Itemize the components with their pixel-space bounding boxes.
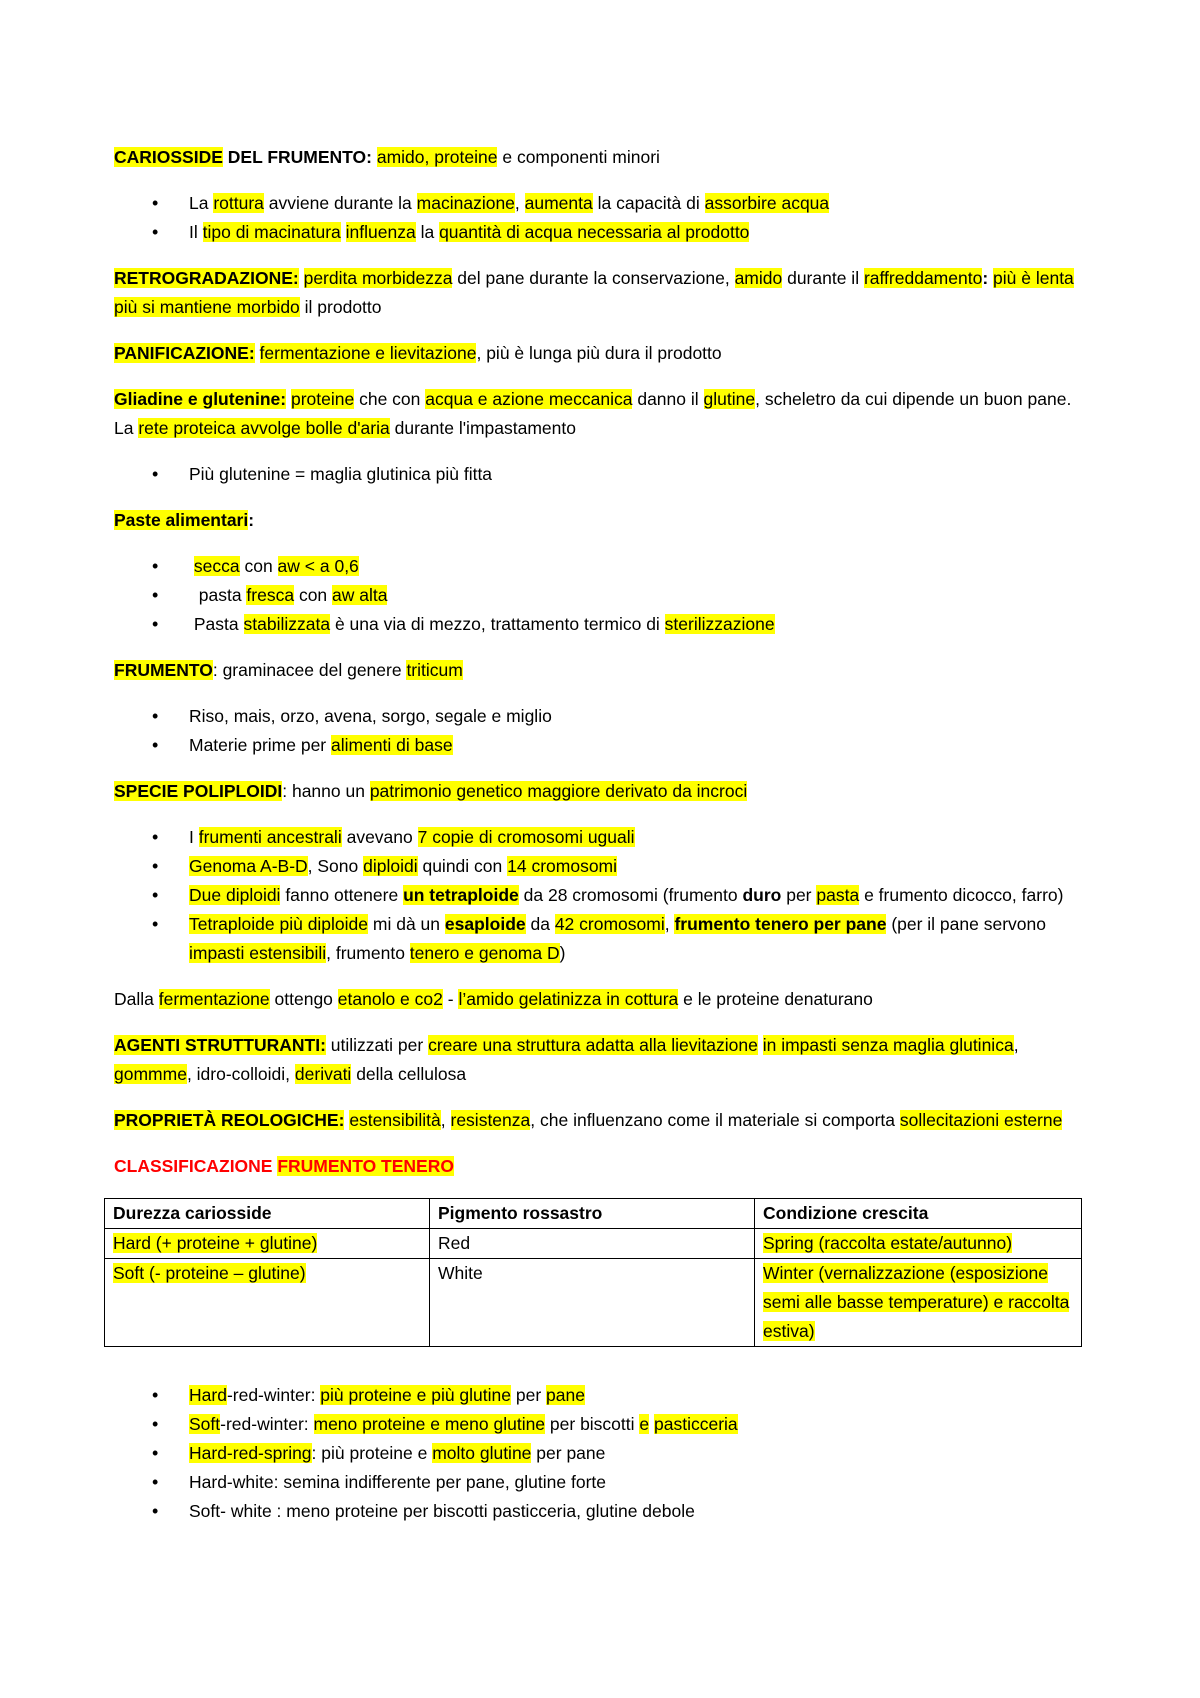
gliadine-paragraph: Gliadine e glutenine: proteine che con acqua e azione meccanica danno il glutine, scheletro da cui dipende un buon pane. La rete proteica avvolge bolle d'aria durante l'impastamento xyxy=(114,389,1072,438)
list-item: • Soft- white : meno proteine per biscotti pasticceria, glutine debole xyxy=(114,1497,1094,1526)
frumento-list xyxy=(114,702,1094,760)
list-item: • Hard-red-spring: più proteine e molto glutine per pane xyxy=(114,1439,1094,1468)
retrogradazione-paragraph: RETROGRADAZIONE: perdita morbidezza del pane durante la conservazione, amido durante il raffreddamento: più è lenta più si mantiene morbido il prodotto xyxy=(114,268,1074,317)
list-item: • Genoma A-B-D, Sono diploidi quindi con 14 cromosomi xyxy=(114,852,1094,881)
list-item: • Due diploidi fanno ottenere un tetraploide da 28 cromosomi (frumento duro per pasta e frumento dicocco, farro) xyxy=(114,881,1094,910)
paste-paragraph: Paste alimentari: xyxy=(114,510,255,530)
classification-table xyxy=(104,1198,1082,1347)
cariosside-paragraph: CARIOSSIDE DEL FRUMENTO: amido, proteine e componenti minori xyxy=(114,147,660,167)
varieties-list xyxy=(114,1381,1094,1526)
paste-list xyxy=(114,552,1094,639)
specie-list xyxy=(114,823,1094,968)
list-item: • I frumenti ancestrali avevano 7 copie di cromosomi uguali xyxy=(114,823,1094,852)
frumento-paragraph: FRUMENTO: graminacee del genere triticum xyxy=(114,660,463,680)
list-item: • pasta fresca con aw alta xyxy=(114,581,1094,610)
list-item: • Tetraploide più diploide mi dà un esaploide da 42 cromosomi, frumento tenero per pane (per il pane servono impasti estensibili, frumento tenero e genoma D) xyxy=(114,910,1094,968)
list-item: • Riso, mais, orzo, avena, sorgo, segale e miglio xyxy=(114,702,1094,731)
list-item: • Materie prime per alimenti di base xyxy=(114,731,1094,760)
document-page xyxy=(114,143,1094,1543)
table-header-row: Durezza cariosside Pigmento rossastro Condizione crescita xyxy=(105,1199,1082,1229)
list-item: • Soft-red-winter: meno proteine e meno glutine per biscotti e pasticceria xyxy=(114,1410,1094,1439)
table-row: Hard (+ proteine + glutine) Red Spring (raccolta estate/autunno) xyxy=(105,1229,1082,1259)
list-item: • Più glutenine = maglia glutinica più fitta xyxy=(114,460,1094,489)
panificazione-paragraph: PANIFICAZIONE: fermentazione e lievitazione, più è lunga più dura il prodotto xyxy=(114,343,722,363)
cariosside-list xyxy=(114,189,1094,247)
reologiche-paragraph: PROPRIETÀ REOLOGICHE: estensibilità, resistenza, che influenzano come il materiale si comporta sollecitazioni esterne xyxy=(114,1110,1063,1130)
fermentazione-paragraph: Dalla fermentazione ottengo etanolo e co2 - l’amido gelatinizza in cottura e le proteine denaturano xyxy=(114,989,873,1009)
list-item: • La rottura avviene durante la macinazione, aumenta la capacità di assorbire acqua xyxy=(114,189,1094,218)
list-item: • Pasta stabilizzata è una via di mezzo, trattamento termico di sterilizzazione xyxy=(114,610,1094,639)
list-item: • Hard-red-winter: più proteine e più glutine per pane xyxy=(114,1381,1094,1410)
table-row: Soft (- proteine – glutine) White Winter (vernalizzazione (esposizione semi alle basse temperature) e raccolta estiva) xyxy=(105,1259,1082,1347)
specie-paragraph: SPECIE POLIPLOIDI: hanno un patrimonio genetico maggiore derivato da incroci xyxy=(114,781,748,801)
classificazione-heading: CLASSIFICAZIONE FRUMENTO TENERO xyxy=(114,1156,454,1176)
agenti-paragraph: AGENTI STRUTTURANTI: utilizzati per creare una struttura adatta alla lievitazione in impasti senza maglia glutinica, gommme, idro-colloidi, derivati della cellulosa xyxy=(114,1035,1019,1084)
list-item: • Il tipo di macinatura influenza la quantità di acqua necessaria al prodotto xyxy=(114,218,1094,247)
list-item: • secca con aw < a 0,6 xyxy=(114,552,1094,581)
list-item: • Hard-white: semina indifferente per pane, glutine forte xyxy=(114,1468,1094,1497)
gliadine-list xyxy=(114,460,1094,489)
